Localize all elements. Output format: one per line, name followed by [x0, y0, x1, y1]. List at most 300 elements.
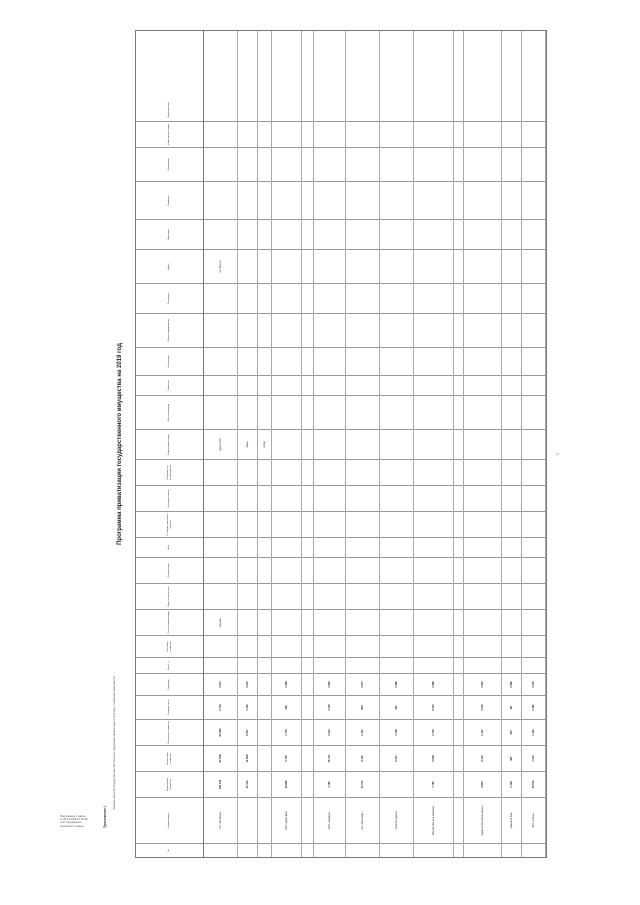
table-cell	[380, 375, 413, 395]
table-cell	[380, 609, 413, 635]
table-cell	[464, 609, 501, 635]
table-cell	[346, 557, 379, 583]
header-cell: Назначение	[136, 347, 203, 375]
table-cell: гараж	[238, 429, 257, 459]
table-cell	[464, 557, 501, 583]
table-cell	[522, 99, 545, 121]
table-cell: 1 874	[204, 673, 237, 695]
table-cell: склад	[258, 429, 271, 459]
table-cell: 6 517	[238, 719, 257, 745]
table-cell	[258, 635, 271, 657]
table-cell	[414, 609, 453, 635]
table-cell	[522, 147, 545, 181]
table-cell	[414, 459, 453, 485]
table-cell	[464, 313, 501, 347]
table-cell	[346, 181, 379, 219]
table-cell	[454, 313, 463, 347]
table-cell: здание АБК	[204, 429, 237, 459]
table-cell: ГУП «Автобаза»	[204, 797, 237, 843]
table-cell	[522, 347, 545, 375]
table-cell	[272, 147, 301, 181]
table-cell	[454, 219, 463, 249]
table-cell	[302, 635, 313, 657]
table-cell: 5 217	[380, 745, 413, 771]
table-cell	[314, 843, 345, 857]
table-cell	[314, 313, 345, 347]
table-cell	[522, 609, 545, 635]
table-cell	[522, 537, 545, 557]
table-cell	[238, 843, 257, 857]
table-cell	[314, 219, 345, 249]
table-cell	[454, 375, 463, 395]
header-cell: Вид права	[136, 219, 203, 249]
table-cell	[502, 557, 521, 583]
table-cell	[380, 99, 413, 121]
header-cell: Разрешённое использование	[136, 459, 203, 485]
table-cell	[522, 395, 545, 429]
table-cell	[302, 673, 313, 695]
table-cell	[238, 395, 257, 429]
table-cell	[272, 459, 301, 485]
table-cell	[204, 147, 237, 181]
table-cell	[464, 147, 501, 181]
table-row	[346, 31, 380, 857]
table-cell	[380, 485, 413, 511]
table-cell	[502, 147, 521, 181]
table-cell	[414, 843, 453, 857]
table-cell	[414, 99, 453, 121]
table-cell: 196 432	[204, 771, 237, 797]
table-cell	[414, 313, 453, 347]
table-cell	[346, 657, 379, 673]
table-cell: Имущественный комплекс	[414, 797, 453, 843]
table-cell	[204, 459, 237, 485]
table-cell	[272, 609, 301, 635]
header-cell: Ответственный	[168, 102, 170, 118]
table-cell	[238, 583, 257, 609]
table-cell: ООО «Дорстрой»	[272, 797, 301, 843]
table-cell	[238, 657, 257, 673]
table-cell	[204, 313, 237, 347]
document-title: Программа приватизации государственного имущества на 2019 год	[117, 343, 123, 545]
table-cell	[272, 181, 301, 219]
table-cell	[454, 429, 463, 459]
header-cell: Обременения	[136, 557, 203, 583]
table-cell	[454, 695, 463, 719]
table-cell	[414, 583, 453, 609]
table-cell	[302, 557, 313, 583]
header-cell: Рыночная стоимость	[136, 635, 203, 657]
table-cell	[502, 249, 521, 283]
table-cell: 19 856	[272, 771, 301, 797]
table-cell	[258, 347, 271, 375]
table-cell	[414, 557, 453, 583]
table-cell	[454, 99, 463, 121]
table-cell	[502, 121, 521, 147]
table-cell	[464, 121, 501, 147]
table-cell	[346, 249, 379, 283]
header-cell: Износ, %	[136, 657, 203, 673]
table-cell: 1 215	[314, 695, 345, 719]
table-cell	[258, 147, 271, 181]
table-cell	[454, 537, 463, 557]
table-cell	[238, 537, 257, 557]
table-cell	[302, 121, 313, 147]
table-cell: 1 991	[464, 673, 501, 695]
header-cell: Инвентарный номер	[136, 121, 203, 147]
table-cell: 12 374	[346, 771, 379, 797]
table-cell	[258, 219, 271, 249]
table-cell: 1 972	[238, 673, 257, 695]
table-cell	[314, 657, 345, 673]
table-cell: 1 418	[380, 719, 413, 745]
table-cell	[414, 537, 453, 557]
table-cell: 15 643	[522, 771, 545, 797]
table-cell	[464, 635, 501, 657]
table-cell	[302, 695, 313, 719]
table-cell	[258, 181, 271, 219]
table-cell	[258, 249, 271, 283]
table-header	[136, 31, 204, 857]
table-cell	[414, 347, 453, 375]
table-cell	[502, 429, 521, 459]
table-row	[204, 31, 238, 857]
table-cell	[454, 395, 463, 429]
table-cell	[380, 459, 413, 485]
table-cell: 87 518	[204, 745, 237, 771]
table-cell	[414, 429, 453, 459]
table-cell	[464, 395, 501, 429]
table-cell: 4 715	[272, 719, 301, 745]
table-cell	[314, 429, 345, 459]
table-row	[314, 31, 346, 857]
table-cell: 92 816	[204, 719, 237, 745]
table-cell	[502, 375, 521, 395]
table-cell	[258, 537, 271, 557]
table-cell	[302, 181, 313, 219]
table-cell	[238, 347, 257, 375]
table-cell	[302, 485, 313, 511]
table-cell: 1 969	[414, 673, 453, 695]
table-cell	[454, 249, 463, 283]
table-cell: ОАО «Энергия»	[314, 797, 345, 843]
table-cell	[272, 219, 301, 249]
table-cell	[380, 347, 413, 375]
table-cell: 86	[502, 695, 521, 719]
table-cell	[464, 249, 501, 283]
table-cell	[502, 583, 521, 609]
table-cell	[454, 745, 463, 771]
table-cell	[204, 843, 237, 857]
table-cell	[346, 583, 379, 609]
table-cell	[238, 375, 257, 395]
header-cell: Площадь, кв. м	[136, 695, 203, 719]
table-cell	[258, 609, 271, 635]
table-cell: аукцион	[204, 609, 237, 635]
table-cell	[346, 283, 379, 313]
table-cell	[502, 395, 521, 429]
table-cell	[258, 673, 271, 695]
table-cell	[204, 583, 237, 609]
table-cell	[346, 511, 379, 537]
table-cell	[302, 657, 313, 673]
table-cell	[380, 583, 413, 609]
table-cell	[238, 181, 257, 219]
header-cell: Балансовая стоимость	[136, 745, 203, 771]
table-cell	[502, 635, 521, 657]
table-cell	[454, 583, 463, 609]
table-cell	[238, 557, 257, 583]
table-cell	[346, 313, 379, 347]
table-row	[502, 31, 522, 857]
table-cell	[258, 695, 271, 719]
table-cell	[272, 313, 301, 347]
table-cell	[258, 99, 271, 121]
table-cell	[314, 147, 345, 181]
table-cell: 2 112	[346, 719, 379, 745]
table-cell: 420	[380, 695, 413, 719]
table-cell	[414, 147, 453, 181]
table-cell: 4 182	[314, 771, 345, 797]
table-cell: Гаражный бокс	[502, 797, 521, 843]
table-cell	[314, 459, 345, 485]
table-cell	[272, 843, 301, 857]
table-cell	[454, 771, 463, 797]
table-cell	[272, 657, 301, 673]
table-cell	[414, 485, 453, 511]
table-row	[522, 31, 546, 857]
header-cell: Остаточная стоимость	[136, 719, 203, 745]
table-cell	[272, 249, 301, 283]
table-cell	[272, 557, 301, 583]
table-row	[238, 31, 258, 857]
table-cell	[454, 181, 463, 219]
table-cell	[258, 313, 271, 347]
table-cell	[272, 121, 301, 147]
side-note: Перечень объектов государственной собственности, подлежащих приватизации в 2019 году, с указанием характеристик	[113, 676, 116, 810]
table-cell	[302, 797, 313, 843]
table-cell	[502, 609, 521, 635]
table-cell	[414, 181, 453, 219]
table-cell	[204, 219, 237, 249]
table-cell: 845	[346, 695, 379, 719]
table-cell: 8 415	[346, 745, 379, 771]
table-cell	[522, 249, 545, 283]
table-cell	[272, 537, 301, 557]
table-cell	[302, 537, 313, 557]
table-cell	[314, 583, 345, 609]
table-cell	[380, 635, 413, 657]
table-cell	[204, 485, 237, 511]
header-cell: Срок	[136, 537, 203, 557]
table-cell	[464, 181, 501, 219]
note-line: прогнозного плана»	[60, 824, 84, 828]
table-cell	[464, 657, 501, 673]
table-cell	[302, 347, 313, 375]
table-cell	[522, 313, 545, 347]
table-cell: 1 968	[272, 673, 301, 695]
table-cell	[522, 635, 545, 657]
table-cell	[454, 797, 463, 843]
table-cell: 2 745	[414, 719, 453, 745]
table-cell	[346, 459, 379, 485]
note-line: от 25.12.2018 № 78-ЗО	[60, 818, 88, 822]
header-cell: Основание	[136, 283, 203, 313]
table-cell	[502, 657, 521, 673]
table-cell	[414, 219, 453, 249]
table-cell	[502, 313, 521, 347]
table-cell	[346, 219, 379, 249]
table-cell	[464, 283, 501, 313]
table-cell	[302, 375, 313, 395]
table-cell	[380, 181, 413, 219]
table-cell	[380, 219, 413, 249]
header-cell: Год ввода	[136, 673, 203, 695]
table-cell	[302, 249, 313, 283]
table-cell	[414, 635, 453, 657]
table-row	[302, 31, 314, 857]
table-cell: ул. Ленина	[204, 249, 237, 283]
table-cell	[302, 745, 313, 771]
table-cell	[258, 771, 271, 797]
header-cell: Кадастровый номер	[136, 429, 203, 459]
table-cell	[414, 375, 453, 395]
table-cell	[238, 459, 257, 485]
table-cell	[346, 429, 379, 459]
table-row	[258, 31, 272, 857]
table-cell	[502, 181, 521, 219]
table-cell: 1 128	[502, 771, 521, 797]
note-line: «Об утверждении	[60, 821, 82, 825]
table-cell	[258, 557, 271, 583]
table-cell	[272, 395, 301, 429]
table-cell	[314, 557, 345, 583]
table-cell	[204, 375, 237, 395]
table-cell	[454, 843, 463, 857]
table-cell: 6 412	[464, 745, 501, 771]
table-cell	[502, 485, 521, 511]
table-cell	[414, 121, 453, 147]
table-cell	[464, 347, 501, 375]
rotated-table-area	[113, 30, 550, 858]
table-cell	[258, 583, 271, 609]
table-cell	[346, 485, 379, 511]
table-cell	[302, 313, 313, 347]
table-cell	[204, 537, 237, 557]
header-cell: Примечание	[136, 147, 203, 181]
table-cell	[502, 843, 521, 857]
table-cell	[502, 537, 521, 557]
table-cell	[380, 843, 413, 857]
table-cell	[238, 249, 257, 283]
table-cell	[502, 219, 521, 249]
table-cell	[502, 283, 521, 313]
table-cell	[522, 283, 545, 313]
table-cell	[414, 657, 453, 673]
table-row	[272, 31, 302, 857]
table-cell	[258, 745, 271, 771]
table-cell: 9 918	[414, 745, 453, 771]
table-cell	[258, 459, 271, 485]
table-cell	[522, 121, 545, 147]
table-cell: Нежилое здание	[380, 797, 413, 843]
table-cell	[204, 347, 237, 375]
table-cell	[314, 283, 345, 313]
table-cell	[454, 283, 463, 313]
table-cell: 987	[502, 745, 521, 771]
table-cell	[258, 719, 271, 745]
table-cell	[238, 609, 257, 635]
table-cell: 1 986	[380, 673, 413, 695]
table-cell: 3 716	[272, 745, 301, 771]
table-cell	[380, 283, 413, 313]
table-cell	[314, 395, 345, 429]
page-number: 17	[556, 452, 560, 456]
header-cell: Адрес	[136, 249, 203, 283]
header-cell: №	[136, 843, 203, 857]
table-cell	[522, 843, 545, 857]
table-cell	[302, 511, 313, 537]
table-cell	[346, 395, 379, 429]
table-cell	[272, 283, 301, 313]
table-cell: 1 042	[464, 695, 501, 719]
table-cell: 24 115	[238, 771, 257, 797]
table-cell	[522, 485, 545, 511]
table-cell	[302, 719, 313, 745]
table-cell	[238, 797, 257, 843]
table-cell	[380, 657, 413, 673]
table-cell	[302, 429, 313, 459]
table-body	[204, 31, 546, 857]
table-cell	[346, 635, 379, 657]
table-cell	[272, 99, 301, 121]
table-cell	[380, 249, 413, 283]
table-cell	[414, 395, 453, 429]
table-cell	[238, 147, 257, 181]
table-cell	[314, 511, 345, 537]
table-cell: АО «Транспорт»	[346, 797, 379, 843]
table-cell	[302, 583, 313, 609]
table-cell	[454, 459, 463, 485]
table-cell	[258, 121, 271, 147]
table-row	[454, 31, 464, 857]
table-cell	[272, 485, 301, 511]
header-cell: Объект недвижимости	[136, 313, 203, 347]
table-cell	[346, 347, 379, 375]
table-cell	[464, 537, 501, 557]
table-cell	[204, 511, 237, 537]
table-cell	[380, 557, 413, 583]
table-cell	[464, 583, 501, 609]
table-cell: 1 975	[522, 673, 545, 695]
table-cell	[314, 537, 345, 557]
table-cell	[454, 485, 463, 511]
table-cell	[502, 99, 521, 121]
table-cell	[464, 843, 501, 857]
table-cell	[454, 673, 463, 695]
table-row	[414, 31, 454, 857]
table-cell: 2 745	[204, 695, 237, 719]
table-row	[464, 31, 502, 857]
table-cell	[380, 771, 413, 797]
table-cell	[272, 635, 301, 657]
table-cell	[204, 395, 237, 429]
rotated-content	[113, 30, 550, 858]
table-cell	[414, 283, 453, 313]
table-cell	[302, 459, 313, 485]
table-cell	[346, 537, 379, 557]
table-cell	[454, 609, 463, 635]
